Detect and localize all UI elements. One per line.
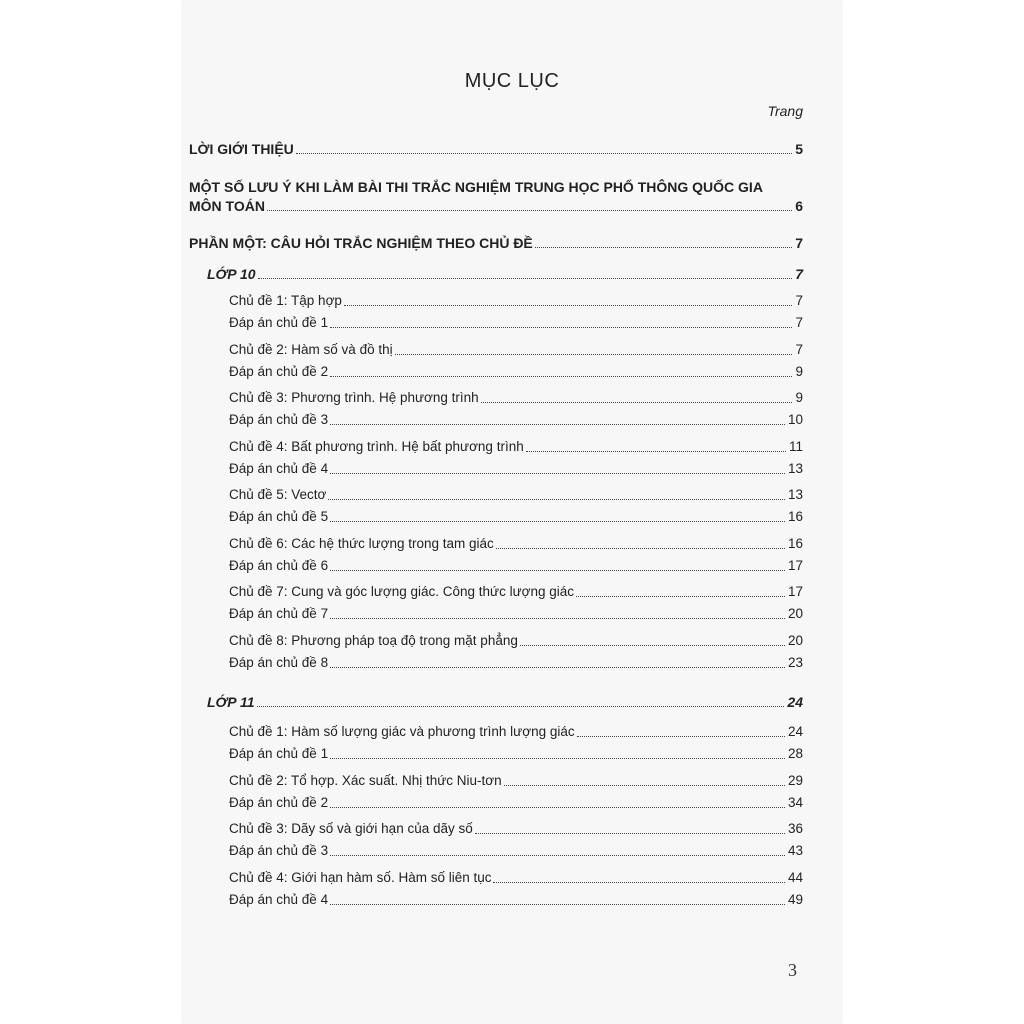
dot-leader [344, 305, 793, 306]
toc-entry-label: Đáp án chủ đề 4 [229, 460, 329, 476]
toc-entry-page: 13 [787, 460, 803, 476]
dot-leader [395, 354, 793, 355]
toc-entry-answer[interactable] [229, 745, 803, 763]
dot-leader [577, 736, 785, 737]
toc-entry-page: 16 [787, 535, 803, 551]
toc-entry-label: Chủ đề 7: Cung và góc lượng giác. Công thức lượng giác [229, 584, 575, 599]
toc-entry-answer[interactable] [229, 314, 803, 332]
toc-entry-label: Chủ đề 5: Vectơ [229, 487, 327, 502]
dot-leader [330, 473, 785, 474]
toc-entry-label: Đáp án chủ đề 5 [229, 509, 329, 524]
dot-leader [330, 570, 785, 571]
toc-entry-label: Chủ đề 4: Bất phương trình. Hệ bất phương trình [229, 438, 524, 454]
dot-leader [330, 904, 785, 905]
table-of-contents [183, 0, 841, 1024]
toc-entry-page: 7 [795, 235, 803, 251]
toc-entry-label: Đáp án chủ đề 6 [229, 557, 329, 573]
dot-leader [267, 210, 792, 211]
toc-entry-grade11[interactable] [207, 693, 803, 711]
toc-entry-topic[interactable] [229, 486, 803, 504]
toc-entry-page: 17 [787, 557, 803, 573]
dot-leader [330, 667, 785, 668]
page-title: MỤC LỤC [464, 70, 560, 92]
page-number: 3 [788, 960, 797, 980]
dot-leader [330, 376, 792, 377]
toc-entry-label: Chủ đề 1: Tập hợp [229, 293, 342, 308]
toc-entry-label: Đáp án chủ đề 4 [229, 891, 329, 907]
toc-entry-topic[interactable] [229, 389, 803, 407]
toc-entry-label: Đáp án chủ đề 2 [229, 363, 329, 379]
toc-entry-topic[interactable] [229, 583, 803, 601]
dot-leader [576, 596, 785, 597]
toc-entry-page: 44 [787, 869, 803, 885]
toc-entry-label: Đáp án chủ đề 1 [229, 315, 329, 330]
toc-entry-page: 34 [787, 794, 803, 810]
dot-leader [504, 785, 785, 786]
toc-entry-label: Đáp án chủ đề 3 [229, 412, 329, 427]
dot-leader [493, 882, 784, 883]
toc-entry-page: 7 [795, 341, 803, 357]
toc-entry-answer[interactable] [229, 794, 803, 812]
toc-entry-label: Đáp án chủ đề 8 [229, 654, 329, 670]
toc-entry-notes[interactable] [189, 197, 803, 215]
toc-entry-label: Chủ đề 6: Các hệ thức lượng trong tam giác [229, 535, 494, 551]
toc-entry-topic[interactable] [229, 438, 803, 456]
dot-leader [257, 706, 785, 707]
toc-entry-answer[interactable] [229, 411, 803, 429]
toc-entry-topic[interactable] [229, 869, 803, 887]
toc-entry-page: 20 [787, 632, 803, 648]
toc-entry-topic[interactable] [229, 723, 803, 741]
page-column-header: Trang [767, 103, 803, 119]
toc-entry-page: 10 [787, 412, 803, 427]
toc-entry-label: LỜI GIỚI THIỆU [189, 141, 294, 157]
dot-leader [330, 521, 785, 522]
toc-entry-page: 7 [795, 315, 803, 330]
document-page [183, 0, 841, 1024]
toc-entry-page: 24 [787, 694, 803, 710]
toc-entry-label: Chủ đề 3: Dãy số và giới hạn của dãy số [229, 821, 473, 836]
toc-entry-page: 49 [787, 891, 803, 907]
toc-entry-topic[interactable] [229, 341, 803, 359]
toc-entry-page: 7 [795, 266, 803, 282]
dot-leader [330, 618, 785, 619]
toc-entry-page: 29 [787, 772, 803, 788]
toc-entry-page: 28 [787, 746, 803, 761]
toc-entry-answer[interactable] [229, 363, 803, 381]
dot-leader [330, 855, 785, 856]
toc-entry-label: Đáp án chủ đề 7 [229, 606, 329, 621]
toc-entry-page: 9 [795, 363, 803, 379]
toc-entry-page: 13 [787, 487, 803, 502]
dot-leader [535, 247, 792, 248]
toc-entry-topic[interactable] [229, 292, 803, 310]
dot-leader [496, 548, 785, 549]
toc-entry-label: PHẦN MỘT: CÂU HỎI TRẮC NGHIỆM THEO CHỦ ĐỀ [189, 235, 533, 251]
toc-entry-label: Đáp án chủ đề 1 [229, 746, 329, 761]
toc-entry-page: 20 [787, 606, 803, 621]
dot-leader [258, 278, 793, 279]
toc-entry-page: 23 [787, 654, 803, 670]
toc-entry-label: Chủ đề 4: Giới hạn hàm số. Hàm số liên tục [229, 869, 492, 885]
toc-entry-page: 5 [795, 141, 803, 157]
toc-entry-page: 6 [795, 198, 803, 214]
toc-entry-answer[interactable] [229, 460, 803, 478]
dot-leader [330, 327, 792, 328]
toc-entry-page: 7 [795, 293, 803, 308]
toc-entry-label: Đáp án chủ đề 2 [229, 794, 329, 810]
toc-entry-label: Chủ đề 3: Phương trình. Hệ phương trình [229, 390, 479, 405]
toc-entry-page: 17 [787, 584, 803, 599]
toc-entry-label: MÔN TOÁN [189, 198, 265, 214]
toc-entry-part1[interactable] [189, 234, 803, 252]
dot-leader [330, 807, 785, 808]
dot-leader [330, 424, 785, 425]
toc-entry-topic[interactable] [229, 632, 803, 650]
dot-leader [520, 645, 785, 646]
toc-entry-grade10[interactable] [207, 265, 803, 283]
toc-entry-label: Chủ đề 2: Tổ hợp. Xác suất. Nhị thức Niu-tơn [229, 772, 502, 788]
dot-leader [475, 833, 785, 834]
dot-leader [296, 153, 792, 154]
toc-entry-label: LỚP 11 [207, 694, 255, 710]
toc-entry-label: Chủ đề 2: Hàm số và đồ thị [229, 341, 393, 357]
dot-leader [526, 451, 786, 452]
toc-entry-topic[interactable] [229, 772, 803, 790]
dot-leader [330, 758, 785, 759]
toc-entry-label: Chủ đề 8: Phương pháp toạ độ trong mặt phẳng [229, 632, 518, 648]
toc-entry-topic[interactable] [229, 535, 803, 553]
toc-entry-answer[interactable] [229, 557, 803, 575]
toc-entry-page: 16 [787, 509, 803, 524]
toc-entry-answer[interactable] [229, 605, 803, 623]
toc-entry-page: 36 [787, 821, 803, 836]
toc-entry-page: 11 [788, 438, 803, 454]
toc-entry-intro[interactable] [189, 140, 803, 158]
toc-entry-page: 43 [787, 843, 803, 858]
toc-entry-answer[interactable] [229, 891, 803, 909]
toc-entry-answer[interactable] [229, 508, 803, 526]
toc-entry-answer[interactable] [229, 842, 803, 860]
toc-entry-notes-line1: MỘT SỐ LƯU Ý KHI LÀM BÀI THI TRẮC NGHIỆM TRUNG HỌC PHỔ THÔNG QUỐC GIA [189, 179, 763, 195]
toc-entry-answer[interactable] [229, 654, 803, 672]
dot-leader [481, 402, 793, 403]
toc-entry-label: LỚP 10 [207, 266, 256, 282]
toc-entry-page: 9 [795, 390, 803, 405]
toc-entry-label: Đáp án chủ đề 3 [229, 843, 329, 858]
toc-entry-label: Chủ đề 1: Hàm số lượng giác và phương trình lượng giác [229, 724, 575, 739]
dot-leader [328, 499, 785, 500]
toc-entry-topic[interactable] [229, 820, 803, 838]
toc-entry-page: 24 [787, 724, 803, 739]
